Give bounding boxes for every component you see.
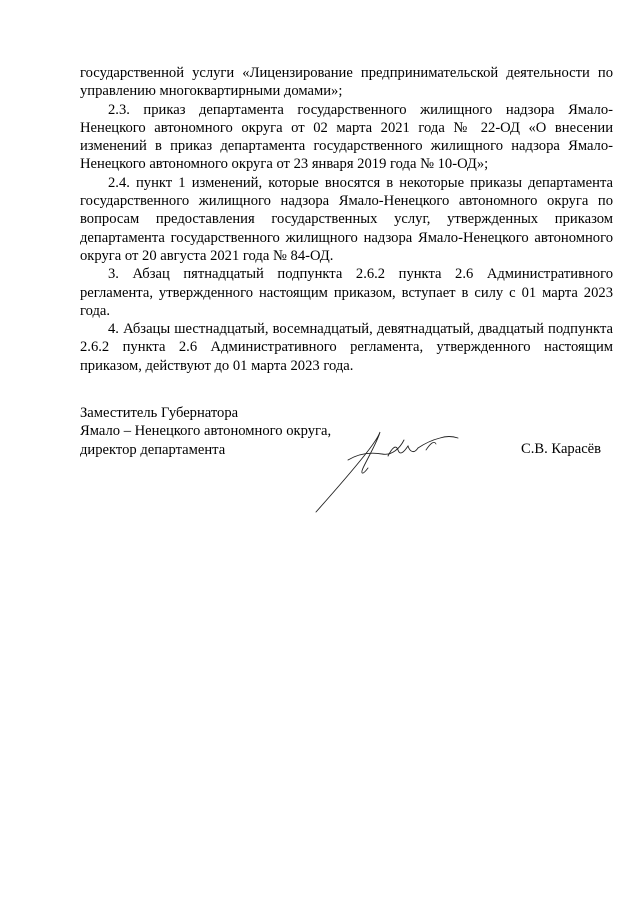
document-body [80, 64, 613, 375]
signer-position-line-3: директор департамента [80, 441, 226, 458]
signer-name: С.В. Карасёв [521, 441, 602, 457]
signer-position-line-1: Заместитель Губернатора [80, 405, 239, 421]
paragraph-2-4: 2.4. пункт 1 изменений, которые вносятся в некоторые приказы департамента государственного жилищного надзора Ямало-Ненецкого автономного округа по вопросам предоставления государственных услуг, утвержденных приказом департамента государственного жилищного надзора Ямало-Ненецкого автономного округа от 20 августа 2021 года № 84-ОД. [80, 174, 613, 264]
paragraph-4: 4. Абзацы шестнадцатый, восемнадцатый, девятнадцатый, двадцатый подпункта 2.6.2 пункта 2.6 Административного регламента, утвержденного настоящим приказом, действуют до 01 марта 2023 года. [80, 321, 613, 374]
signer-position-line-2: Ямало – Ненецкого автономного округа, [80, 423, 332, 440]
paragraph-continuation: государственной услуги «Лицензирование предпринимательской деятельности по управлению многоквартирными домами»; [80, 65, 613, 100]
paragraph-3: 3. Абзац пятнадцатый подпункта 2.6.2 пункта 2.6 Административного регламента, утвержденного настоящим приказом, вступает в силу с 01 марта 2023 года. [80, 266, 613, 319]
paragraph-2-3: 2.3. приказ департамента государственного жилищного надзора Ямало-Ненецкого автономного округа от 02 марта 2021 года № 22-ОД «О внесении изменений в приказ департамента государственного жилищного надзора Ямало-Ненецкого автономного округа от 23 января 2019 года № 10-ОД»; [80, 101, 613, 173]
handwritten-signature-icon [308, 420, 468, 520]
